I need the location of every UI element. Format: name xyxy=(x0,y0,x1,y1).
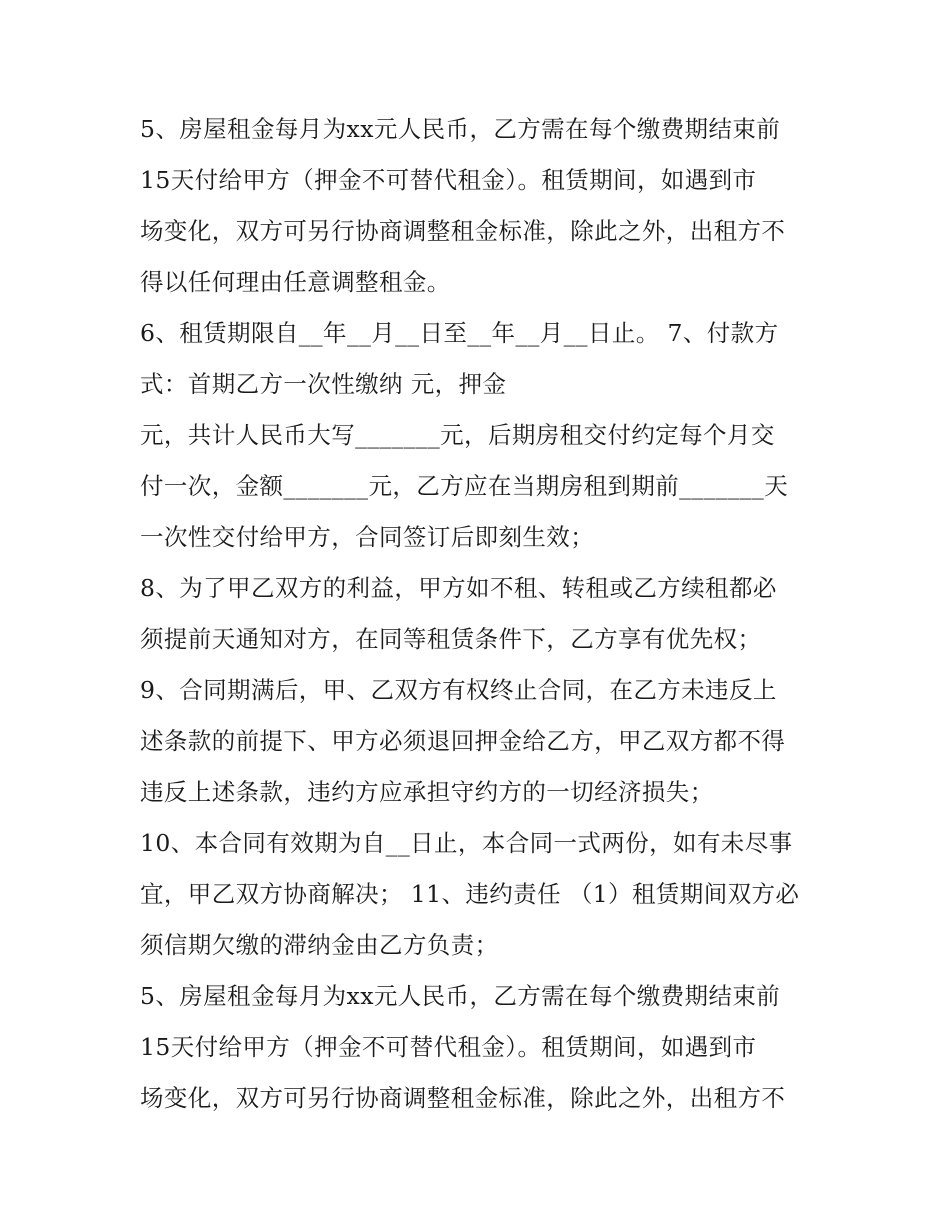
text-line: 违反上述条款，违约方应承担守约方的一切经济损失； xyxy=(140,778,714,806)
text-line: 场变化，双方可另行协商调整租金标准，除此之外，出租方不 xyxy=(140,1084,786,1112)
text-line: 须提前天通知对方，在同等租赁条件下，乙方享有优先权； xyxy=(140,625,762,653)
text-line: 元，共计人民币大写_______元，后期房租交付约定每个月交 xyxy=(140,421,775,449)
text-line: 5、房屋租金每月为xx元人民币，乙方需在每个缴费期结束前 xyxy=(140,115,781,143)
text-line: 付一次，金额_______元，乙方应在当期房租到期前_______天 xyxy=(140,472,789,500)
text-line: 须信期欠缴的滞纳金由乙方负责； xyxy=(140,931,499,959)
text-line: 式：首期乙方一次性缴纳 元，押金 xyxy=(140,370,507,398)
text-line: 6、租赁期限自__年__月__日至__年__月__日止。 7、付款方 xyxy=(140,319,779,347)
text-line: 15天付给甲方（押金不可替代租金）。租赁期间，如遇到市 xyxy=(140,166,757,194)
text-line: 宜，甲乙双方协商解决； 11、违约责任 （1）租赁期间双方必 xyxy=(140,880,800,908)
text-line: 场变化，双方可另行协商调整租金标准，除此之外，出租方不 xyxy=(140,217,786,245)
text-line: 9、合同期满后，甲、乙双方有权终止合同，在乙方未违反上 xyxy=(140,676,777,704)
text-line: 10、本合同有效期为自__日止，本合同一式两份，如有未尽事 xyxy=(140,829,793,857)
text-line: 5、房屋租金每月为xx元人民币，乙方需在每个缴费期结束前 xyxy=(140,982,781,1010)
text-line: 8、为了甲乙双方的利益，甲方如不租、转租或乙方续租都必 xyxy=(140,574,777,602)
text-line: 述条款的前提下、甲方必须退回押金给乙方，甲乙双方都不得 xyxy=(140,727,786,755)
text-line: 一次性交付给甲方，合同签订后即刻生效； xyxy=(140,523,595,551)
text-line: 15天付给甲方（押金不可替代租金）。租赁期间，如遇到市 xyxy=(140,1033,757,1061)
text-line: 得以任何理由任意调整租金。 xyxy=(140,268,451,296)
